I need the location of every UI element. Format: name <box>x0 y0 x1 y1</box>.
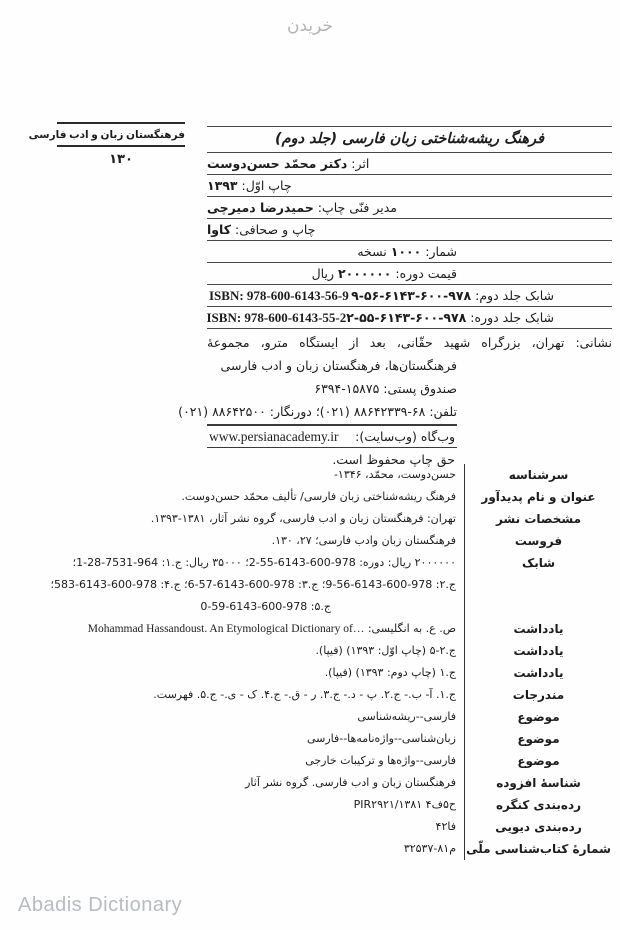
website-label: وب‌گاه (وب‌سایت): <box>355 429 455 444</box>
dictionary-entry-watermark: خریدن <box>286 16 334 36</box>
cip-isbn-line: ج.۵: 978-600-6143-59-0 <box>200 600 331 613</box>
cip-isbn-line: ج.۲: 978-600-6143-56-9؛ ج.۳: 978-600-6143-57-6؛ ج.۴: 978-600-6143-583؛ <box>50 578 456 591</box>
website-row <box>207 424 457 448</box>
cip-row-note: یادداشت ج.۲‏-‏۵ (چاپ اوّل: ۱۳۹۳) (فیپا). <box>58 640 612 662</box>
abadis-dictionary-watermark: Abadis Dictionary <box>18 894 183 916</box>
row-suffix: نسخه <box>357 244 387 259</box>
row-label: چاپ اوّل: <box>241 178 292 193</box>
series-number: ۱۳۰ <box>109 152 133 167</box>
row-value: حمیدرضا دمیرچی <box>207 200 314 215</box>
publisher-address <box>178 331 612 423</box>
set-price-row <box>207 263 612 285</box>
website-url: www.persianacademy.ir <box>209 428 339 444</box>
print-run-row <box>207 241 612 263</box>
cip-row-note-english: یادداشت ص. ع. به انگلیسی: Mohammad Hassandoust. An Etymological Dictionary of… <box>58 618 612 640</box>
postal-box-line: صندوق پستی: ۱۵۸۷۵-۶۳۹۴ <box>314 381 457 396</box>
isbn-latin: ISBN: 978-600-6143-55-2 <box>206 310 347 325</box>
cip-row-title-statement: عنوان و نام پدیدآور فرهنگ ریشه‌شناختی زبان فارسی/ تألیف محمّد حسن‌دوست. <box>58 486 612 508</box>
cip-row-publication: مشخصات نشر تهران: فرهنگستان زبان و ادب فارسی، گروه نشر آثار، ۱۳۸۱‏-‏۱۳۹۳. <box>58 508 612 530</box>
row-label: شمار: <box>425 244 457 259</box>
cip-table <box>50 464 612 860</box>
cip-row-subject: موضوع فارسی--ریشه‌شناسی <box>58 706 612 728</box>
cip-row-series: فروست فرهنگستان زبان وادب فارسی؛ ۲۷، ۱۳۰. <box>58 530 612 552</box>
cip-row-note: یادداشت ج.۱ (چاپ دوم: ۱۳۹۳) (فیپا). <box>58 662 612 684</box>
isbn-fa: شابک جلد دوره: ۹۷۸-۶۰۰-۶۱۴۳-۵۵-۲ <box>346 310 554 325</box>
cip-isbn-line: ۲۰۰۰۰۰۰ ریال: دوره: 978-600-6143-55-2؛ ۳۵۰۰۰ ریال: ج.۱: 964-7531-28-1؛ <box>72 556 456 569</box>
address-line: نشانی: تهران، بزرگراه شهید حقّانی، بعد از ایستگاه مترو، مجموعۀ <box>207 335 612 350</box>
series-title: فرهنگستان زبان و ادب فارسی <box>57 122 185 147</box>
isbn-set-row <box>207 307 612 329</box>
isbn-latin: ISBN: 978-600-6143-56-9 <box>209 288 349 303</box>
cip-row-added-entry: شناسۀ افزوده فرهنگستان زبان و ادب فارسی. گروه نشر آثار <box>58 772 612 794</box>
address-line: فرهنگستان‌ها، فرهنگستان زبان و ادب فارسی <box>220 358 457 373</box>
row-label: مدیر فنّی چاپ: <box>317 200 397 215</box>
row-label: قیمت دوره: <box>395 266 457 281</box>
book-title: فرهنگ ریشه‌شناختی زبان فارسی (جلد دوم) <box>207 127 612 153</box>
row-value: دکتر محمّد حسن‌دوست <box>207 156 348 171</box>
row-suffix: ریال <box>311 266 334 281</box>
cip-row-subject: موضوع فارسی--واژه‌ها و ترکیبات خارجی <box>58 750 612 772</box>
row-value: ۲۰۰۰۰۰۰ <box>337 266 392 281</box>
cip-row-dewey-classification: رده‌بندی دیویی ۴فا۲ <box>58 816 612 838</box>
cip-row-contents: مندرجات ج.۱. آ- ب.- ج.۲. پ - د.- ج.۳. ر - ق.- ج.۴. ک - ی.- ج.۵. فهرست. <box>58 684 612 706</box>
phone-fax-line: تلفن: ۶۸-۸۸۶۴۲۳۳۹ (۰۲۱)؛ دورنگار: ۸۸۶۴۲۵۰۰ (۰۲۱) <box>178 404 457 419</box>
copyright-notice: حق چاپ محفوظ است. <box>332 452 455 467</box>
row-label: اثر: <box>351 156 370 171</box>
cip-row-national-bibliography-number: شمارۀ کتاب‌شناسی ملّی م۸۱‏-‏۳۲۵۳۷ <box>58 838 612 860</box>
isbn-fa: شابک جلد دوم: ۹۷۸-۶۰۰-۶۱۴۳-۵۶-۹ <box>351 288 554 303</box>
row-value: کاوا <box>207 222 232 237</box>
technical-manager-row <box>207 197 612 219</box>
note-prefix: ص. ع. به انگلیسی: <box>367 622 456 635</box>
cip-row-lc-classification: رده‌بندی کنگره PIR۲۹۲۱/ح۵ف۴ ۱۳۸۱ <box>58 794 612 816</box>
row-value: ۱۰۰۰ <box>390 244 422 259</box>
isbn-volume2-row <box>207 285 612 307</box>
cip-row-subject: موضوع زبان‌شناسی--واژه‌نامه‌ها--فارسی <box>58 728 612 750</box>
note-english-title: Mohammad Hassandoust. An Etymological Dictionary of… <box>87 623 365 635</box>
colophon-table <box>207 126 612 329</box>
cip-row-isbn: شابک ۲۰۰۰۰۰۰ ریال: دوره: 978-600-6143-55-2؛ ۳۵۰۰۰ ریال: ج.۱: 964-7531-28-1؛ ج.۲: 978-600-6143-56-9؛ ج.۳: 978-600-6143-57-6؛ ج.۴: 978-600-6143-583؛ ج.۵: 978-600-6143-59-0 <box>58 552 612 618</box>
row-value: ۱۳۹۳ <box>207 178 238 193</box>
row-label: چاپ و صحافی: <box>235 222 316 237</box>
print-binding-row <box>207 219 612 241</box>
cip-row-header-entry: سرشناسه حسن‌دوست، محمّد، ۱۳۴۶- <box>58 464 612 486</box>
author-row <box>207 153 612 175</box>
series-header-box <box>28 122 185 167</box>
first-edition-row <box>207 175 612 197</box>
